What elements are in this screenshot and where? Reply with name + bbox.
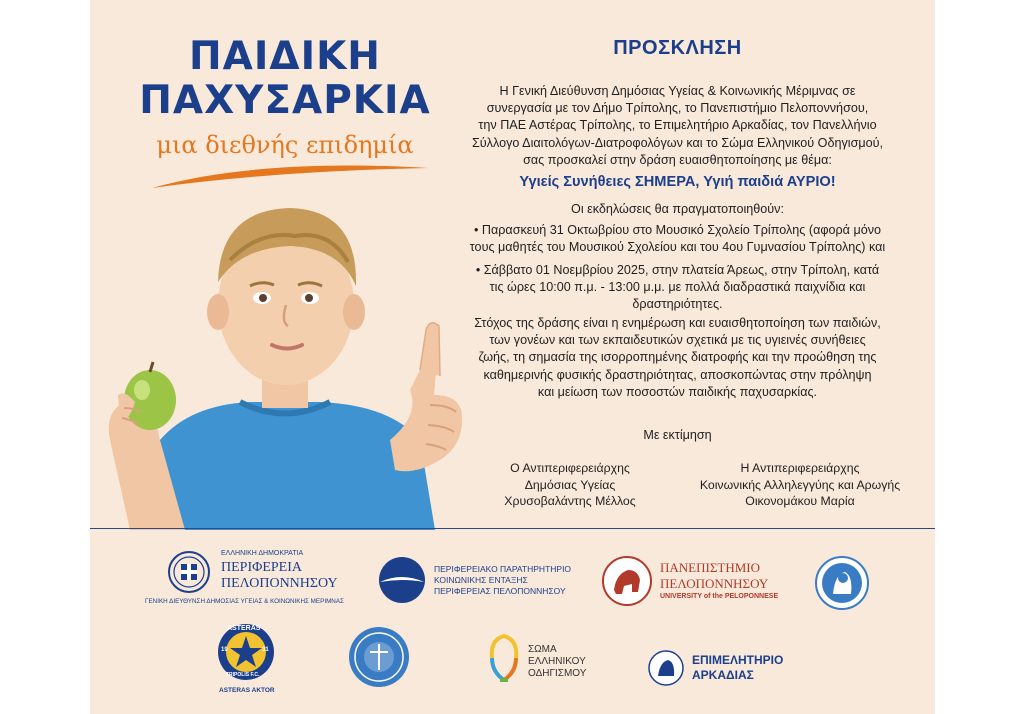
guides-line3: ΟΔΗΓΙΣΜΟΥ [528,668,587,679]
event-line: • Σάββατο 01 Νοεμβρίου 2025, στην πλατεία Άρεως, στην Τρίπολη, κατά [475,263,880,277]
dietitians-association-seal-icon [348,626,410,688]
chamber-emblem-icon [648,650,684,686]
goal-line: και μείωση των ποσοστών παιδικής παχυσαρκίας. [537,384,818,399]
regards: Με εκτίμηση [643,428,712,442]
signatory-line: Δημόσιας Υγείας [524,477,616,492]
intro-line: την ΠΑΕ Αστέρας Τρίπολης, το Επιμελητήριο Αρκαδίας, τον Πανελλήνιο [478,118,877,133]
university-line2: ΠΕΛΟΠΟΝΝΗΣΟΥ [660,576,769,591]
event-line: τις ώρες 10:00 π.μ. - 13:00 μ.μ. με πολλά διαδραστικά παιχνίδια και [489,280,866,295]
title-line-1: ΠΑΙΔΙΚΗ [189,34,381,79]
signatory-line: Οικονομάκου Μαρία [745,494,855,509]
goal-line: ζωής, τη σημασία της ισορροπημένης διατροφής και την προώθηση της [478,350,877,365]
asteras-sub: TRIPOLIS F.C. [226,672,260,678]
observatory-line2: ΚΟΙΝΩΝΙΚΗΣ ΕΝΤΑΞΗΣ [434,575,528,585]
invitation-title: ΠΡΟΣΚΛΗΣΗ [613,37,742,59]
intro-paragraph [440,83,915,169]
region-line1: ΠΕΡΙΦΕΡΕΙΑ [221,560,303,575]
intro-line: σας προσκαλεί στην δράση ευαισθητοποίησης με θέμα: [523,152,832,167]
intro-line: συνεργασία με τον Δήμο Τρίπολης, το Πανεπιστήμιο Πελοποννήσου, [486,101,869,116]
greek-emblem-icon [167,550,211,594]
goal-paragraph [440,315,915,401]
university-peloponnese-logo [602,556,802,608]
goal-line: καθημερινής φυσικής δραστηριότητας, αποσκοπώντας στην πρόληψη [483,367,872,382]
section-divider [90,528,935,529]
chamber-arcadia-logo [648,650,818,690]
signatory-line: Ο Αντιπεριφερειάρχης [510,461,630,475]
subtitle: μια διεθνής επιδημία [156,131,414,159]
municipality-tripoli-seal-icon [815,556,869,610]
goal-line: των γονέων και των εκπαιδευτικών σχετικά με τις υγιεινές συνήθειες [489,333,866,348]
region-peloponnese-logo [145,548,415,608]
events-intro: Οι εκδηλώσεις θα πραγματοποιηθούν: [571,202,784,216]
signatory-line: Κοινωνικής Αλληλεγγύης και Αρωγής [699,477,901,492]
lion-emblem-icon [602,556,652,606]
asteras-tripolis-logo [213,622,279,698]
region-top: ΕΛΛΗΝΙΚΗ ΔΗΜΟΚΡΑΤΙΑ [221,550,304,557]
orange-swoosh [150,158,430,192]
goal-line: Στόχος της δράσης είναι η ενημέρωση και ευαισθητοποίηση των παιδιών, [474,316,881,330]
event-line: δραστηριότητες. [632,297,723,312]
campaign-theme: Υγιείς Συνήθειες ΣΗΜΕΡΑ, Υγιή παιδιά ΑΥΡΙΟ! [519,174,836,190]
guides-line1: ΣΩΜΑ [528,644,557,655]
guides-trefoil-icon [486,632,522,682]
observatory-line3: ΠΕΡΙΦΕΡΕΙΑΣ ΠΕΛΟΠΟΝΝΗΣΟΥ [434,586,566,596]
signatory-public-health [480,460,660,510]
event-bullet-1 [440,222,915,256]
region-line2: ΠΕΛΟΠΟΝΝΗΣΟΥ [221,576,338,591]
guides-line2: ΕΛΛΗΝΙΚΟΥ [528,656,586,667]
child-with-apple-illustration [90,190,500,530]
signatory-line: Χρυσοβαλάντης Μέλλος [504,494,636,509]
university-line1: ΠΑΝΕΠΙΣΤΗΜΙΟ [660,560,760,575]
observatory-line1: ΠΕΡΙΦΕΡΕΙΑΚΟ ΠΑΡΑΤΗΡΗΤΗΡΙΟ [434,564,572,574]
event-line: • Παρασκευή 31 Οκτωβρίου στο Μουσικό Σχολείο Τρίπολης (αφορά μόνο [473,223,882,237]
event-bullet-2 [440,262,915,314]
intro-line: Σύλλογο Διαιτολόγων-Διατροφολόγων και το Σώμα Ελληνικού Οδηγισμού, [472,135,883,150]
asteras-year2: 31 [262,647,269,653]
signatory-social-solidarity [680,460,920,510]
greek-guides-logo [486,632,616,690]
university-line3: UNIVERSITY of the PELOPONNESE [660,593,779,600]
signatory-line: Η Αντιπεριφερειάρχης [740,461,860,475]
asteras-caption: ASTERAS AKTOR [219,687,275,694]
region-bottom: ΓΕΝΙΚΗ ΔΙΕΥΘΥΝΣΗ ΔΗΜΟΣΙΑΣ ΥΓΕΙΑΣ & ΚΟΙΝΩΝΙΚΗΣ ΜΕΡΙΜΝΑΣ [145,598,344,605]
social-inclusion-observatory-logo [378,556,588,606]
title-line-2: ΠΑΧΥΣΑΡΚΙΑ [139,78,431,123]
observatory-emblem-icon [378,556,426,604]
chamber-line1: ΕΠΙΜΕΛΗΤΗΡΙΟ [692,653,784,667]
intro-line: Η Γενική Διεύθυνση Δημόσιας Υγείας & Κοινωνικής Μέριμνας σε [499,84,856,98]
event-line: τους μαθητές του Μουσικού Σχολείου και του 4ου Γυμνασίου Τρίπολης) και [469,240,886,255]
poster [90,0,935,714]
asteras-year1: 19 [221,647,228,653]
chamber-line2: ΑΡΚΑΔΙΑΣ [692,668,754,682]
asteras-badge: ASTERAS [227,625,261,632]
